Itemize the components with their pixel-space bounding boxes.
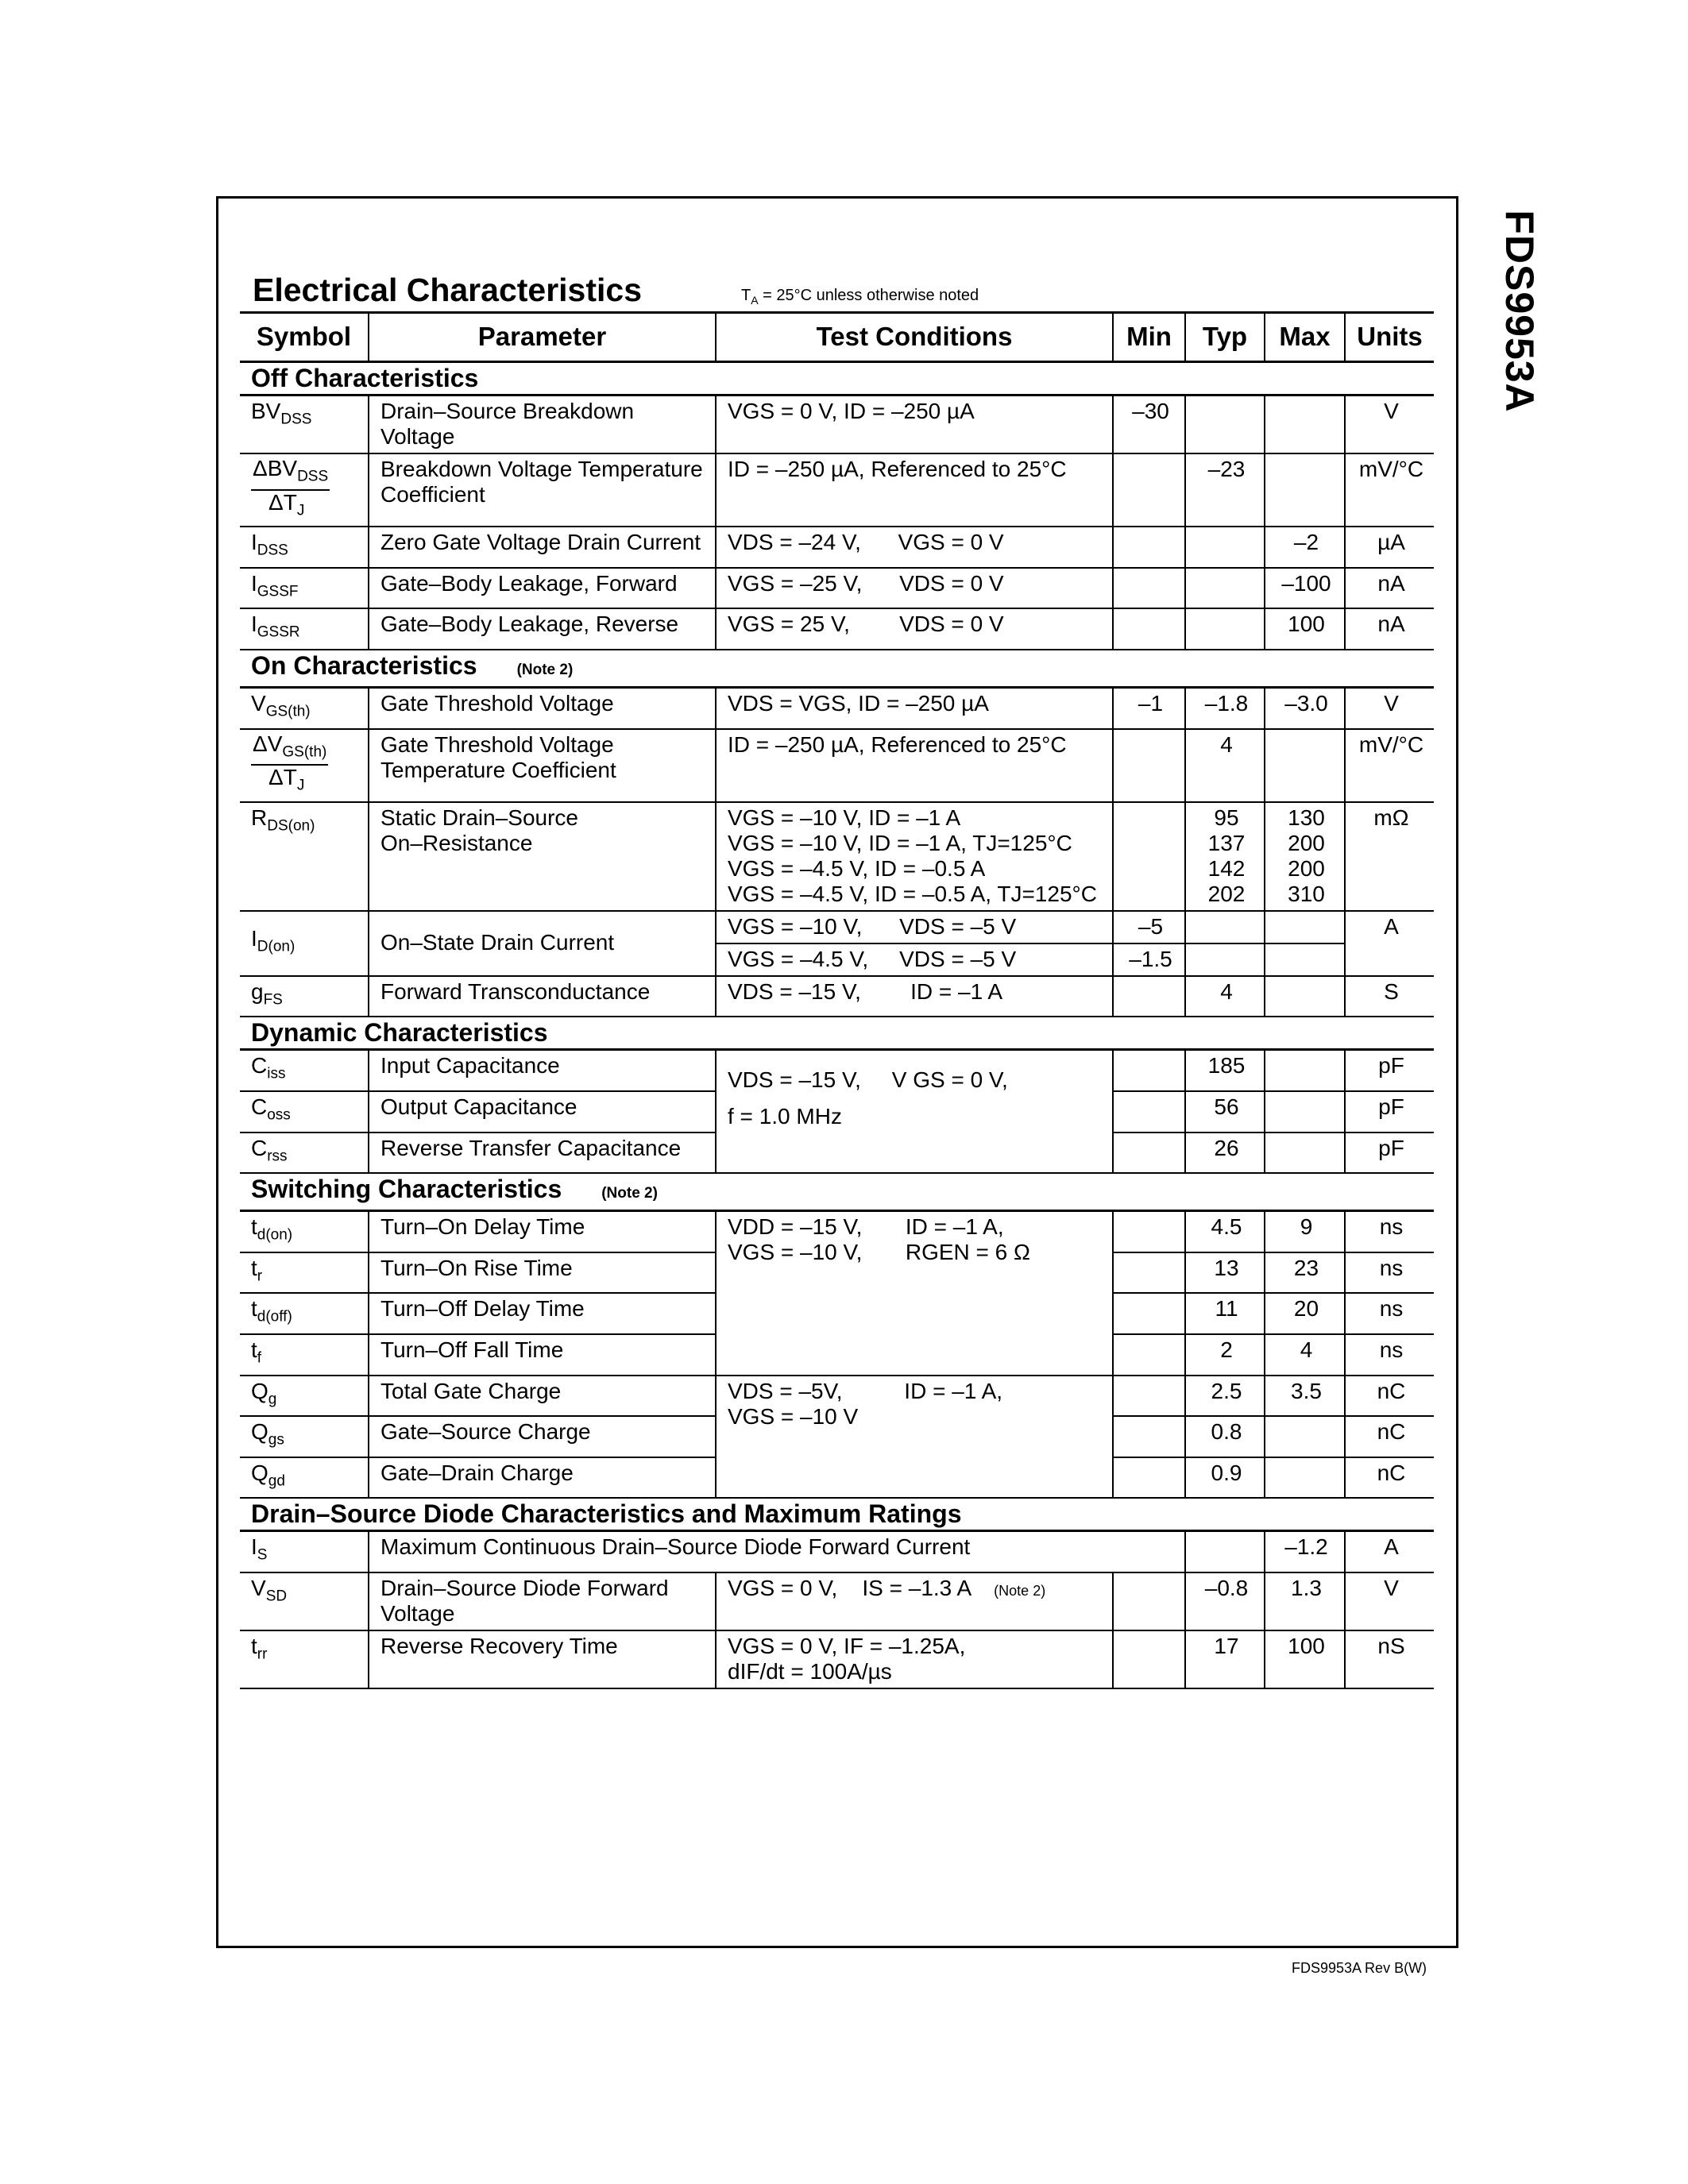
- unit-cell: nC: [1345, 1416, 1434, 1457]
- table-row: [240, 976, 1434, 1017]
- table-row: [240, 1376, 1434, 1417]
- min-cell: –30: [1113, 396, 1185, 454]
- typ-cell: 95 137 142 202: [1185, 802, 1265, 911]
- typ-cell: 0.9: [1185, 1457, 1265, 1499]
- header-test-conditions: Test Conditions: [716, 313, 1113, 362]
- section-heading: Dynamic Characteristics: [240, 1017, 1434, 1050]
- max-cell: [1265, 396, 1345, 454]
- symbol-cell: $BV_{DSS}$: [240, 396, 369, 454]
- parameter-cell: Gate–Body Leakage, Forward: [369, 568, 716, 609]
- parameter-cell: Input Capacitance: [369, 1050, 716, 1091]
- max-cell: 3.5: [1265, 1376, 1345, 1417]
- max-cell: [1265, 1050, 1345, 1091]
- typ-cell: 2.5: [1185, 1376, 1265, 1417]
- typ-cell: [1185, 943, 1265, 976]
- parameter-cell: Drain–Source Diode Forward Voltage: [369, 1572, 716, 1630]
- typ-cell: 11: [1185, 1293, 1265, 1334]
- min-cell: [1113, 1293, 1185, 1334]
- min-cell: [1113, 1050, 1185, 1091]
- min-cell: [1113, 1133, 1185, 1174]
- min-cell: [1113, 1572, 1185, 1630]
- section-off: [240, 362, 1434, 396]
- max-cell: 100: [1265, 608, 1345, 650]
- symbol-cell: $t_{rr}$: [240, 1630, 369, 1688]
- condition-cell: VDS = VGS, ID = –250 µA: [716, 687, 1113, 728]
- header-symbol: Symbol: [240, 313, 369, 362]
- min-cell: [1113, 1457, 1185, 1499]
- unit-cell: mV/°C: [1345, 729, 1434, 802]
- unit-cell: V: [1345, 396, 1434, 454]
- electrical-characteristics-table: [240, 311, 1434, 1689]
- ambient-condition: $T_A = 25^\circ C$ unless otherwise noted: [741, 287, 979, 307]
- symbol-cell: $I_{GSSR}$: [240, 608, 369, 650]
- min-cell: [1113, 1211, 1185, 1252]
- condition-cell: VGS = –10 V, VDS = –5 V: [716, 911, 1113, 943]
- parameter-cell: Turn–On Delay Time: [369, 1211, 716, 1252]
- parameter-cell: Turn–On Rise Time: [369, 1252, 716, 1294]
- header-parameter: Parameter: [369, 313, 716, 362]
- min-cell: [1113, 568, 1185, 609]
- min-cell: [1113, 1252, 1185, 1294]
- symbol-cell: $I_S$: [240, 1531, 369, 1572]
- max-cell: 20: [1265, 1293, 1345, 1334]
- typ-cell: [1185, 396, 1265, 454]
- min-cell: [1113, 802, 1185, 911]
- parameter-cell: Reverse Recovery Time: [369, 1630, 716, 1688]
- unit-cell: pF: [1345, 1091, 1434, 1133]
- section-heading: Off Characteristics: [240, 362, 1434, 396]
- typ-cell: 4: [1185, 729, 1265, 802]
- min-cell: [1113, 527, 1185, 568]
- parameter-cell: Gate–Source Charge: [369, 1416, 716, 1457]
- typ-cell: –1.8: [1185, 687, 1265, 728]
- min-cell: –1: [1113, 687, 1185, 728]
- parameter-cell: Gate–Drain Charge: [369, 1457, 716, 1499]
- symbol-cell: $Q_g$: [240, 1376, 369, 1417]
- unit-cell: pF: [1345, 1133, 1434, 1174]
- table-row: [240, 1050, 1434, 1091]
- max-cell: –2: [1265, 527, 1345, 568]
- header-min: Min: [1113, 313, 1185, 362]
- symbol-cell: $I_{DSS}$: [240, 527, 369, 568]
- typ-cell: [1185, 1531, 1265, 1572]
- table-row: [240, 568, 1434, 609]
- symbol-cell: $t_{d(on)}$: [240, 1211, 369, 1252]
- parameter-cell: Breakdown Voltage Temperature Coefficient: [369, 453, 716, 527]
- max-cell: 100: [1265, 1630, 1345, 1688]
- min-cell: –5: [1113, 911, 1185, 943]
- table-row: [240, 453, 1434, 527]
- max-cell: –100: [1265, 568, 1345, 609]
- typ-cell: 4.5: [1185, 1211, 1265, 1252]
- section-heading: Switching Characteristics (Note 2): [240, 1173, 1434, 1211]
- condition-cell: VGS = 0 V, IF = –1.25A, dIF/dt = 100A/µs: [716, 1630, 1113, 1688]
- table-row: [240, 1531, 1434, 1572]
- max-cell: [1265, 911, 1345, 943]
- symbol-cell: $V_{SD}$: [240, 1572, 369, 1630]
- symbol-cell: $\Delta BV_{DSS}$ $\Delta T_J$: [240, 453, 369, 527]
- unit-cell: V: [1345, 1572, 1434, 1630]
- unit-cell: ns: [1345, 1252, 1434, 1294]
- min-cell: [1113, 608, 1185, 650]
- typ-cell: 56: [1185, 1091, 1265, 1133]
- condition-cell: VGS = –10 V, ID = –1 A VGS = –10 V, ID = –1 A, TJ=125°C VGS = –4.5 V, ID = –0.5 A VGS = –4.5 V, ID = –0.5 A, TJ=125°C: [716, 802, 1113, 911]
- section-on: [240, 650, 1434, 688]
- section-dynamic: [240, 1017, 1434, 1050]
- max-cell: 1.3: [1265, 1572, 1345, 1630]
- unit-cell: ns: [1345, 1334, 1434, 1376]
- parameter-cell: Reverse Transfer Capacitance: [369, 1133, 716, 1174]
- typ-cell: [1185, 527, 1265, 568]
- condition-cell: VGS = 0 V, IS = –1.3 A (Note 2): [716, 1572, 1113, 1630]
- typ-cell: [1185, 911, 1265, 943]
- min-cell: [1113, 1334, 1185, 1376]
- symbol-cell: $Q_{gs}$: [240, 1416, 369, 1457]
- max-cell: [1265, 729, 1345, 802]
- unit-cell: pF: [1345, 1050, 1434, 1091]
- max-cell: [1265, 1091, 1345, 1133]
- min-cell: [1113, 729, 1185, 802]
- table-row: [240, 1211, 1434, 1252]
- typ-cell: –23: [1185, 453, 1265, 527]
- typ-cell: 0.8: [1185, 1416, 1265, 1457]
- parameter-cell: Gate Threshold Voltage: [369, 687, 716, 728]
- condition-cell: ID = –250 µA, Referenced to 25°C: [716, 729, 1113, 802]
- min-cell: [1113, 1376, 1185, 1417]
- unit-cell: mΩ: [1345, 802, 1434, 911]
- parameter-cell: Turn–Off Delay Time: [369, 1293, 716, 1334]
- symbol-cell: $t_f$: [240, 1334, 369, 1376]
- condition-cell: VDD = –15 V, ID = –1 A, VGS = –10 V, RGEN = 6 Ω: [716, 1211, 1113, 1376]
- unit-cell: nS: [1345, 1630, 1434, 1688]
- condition-cell: ID = –250 µA, Referenced to 25°C: [716, 453, 1113, 527]
- table-row: [240, 911, 1434, 943]
- parameter-cell: Zero Gate Voltage Drain Current: [369, 527, 716, 568]
- parameter-cell: Gate Threshold Voltage Temperature Coefficient: [369, 729, 716, 802]
- table-row: [240, 1630, 1434, 1688]
- footer-revision: FDS9953A Rev B(W): [1292, 1960, 1427, 1976]
- parameter-cell: Drain–Source Breakdown Voltage: [369, 396, 716, 454]
- symbol-cell: $V_{GS(th)}$: [240, 687, 369, 728]
- max-cell: 9: [1265, 1211, 1345, 1252]
- max-cell: [1265, 976, 1345, 1017]
- condition-cell: VDS = –15 V, V GS = 0 V, f = 1.0 MHz: [716, 1050, 1113, 1173]
- min-cell: [1113, 453, 1185, 527]
- condition-cell: VDS = –5V, ID = –1 A, VGS = –10 V: [716, 1376, 1113, 1499]
- page-title: Electrical Characteristics: [253, 272, 642, 308]
- unit-cell: A: [1345, 911, 1434, 976]
- max-cell: 23: [1265, 1252, 1345, 1294]
- max-cell: 4: [1265, 1334, 1345, 1376]
- symbol-cell: $Q_{gd}$: [240, 1457, 369, 1499]
- symbol-cell: $I_{GSSF}$: [240, 568, 369, 609]
- header-row: [240, 313, 1434, 362]
- typ-cell: 17: [1185, 1630, 1265, 1688]
- header-units: Units: [1345, 313, 1434, 362]
- header-max: Max: [1265, 313, 1345, 362]
- unit-cell: ns: [1345, 1293, 1434, 1334]
- max-cell: [1265, 1133, 1345, 1174]
- typ-cell: –0.8: [1185, 1572, 1265, 1630]
- max-cell: [1265, 1416, 1345, 1457]
- typ-cell: 26: [1185, 1133, 1265, 1174]
- unit-cell: ns: [1345, 1211, 1434, 1252]
- section-switching: [240, 1173, 1434, 1211]
- parameter-cell: Output Capacitance: [369, 1091, 716, 1133]
- parameter-cell: On–State Drain Current: [369, 911, 716, 976]
- table-row: [240, 687, 1434, 728]
- unit-cell: S: [1345, 976, 1434, 1017]
- section-diode: [240, 1498, 1434, 1531]
- unit-cell: V: [1345, 687, 1434, 728]
- max-cell: [1265, 453, 1345, 527]
- typ-cell: 185: [1185, 1050, 1265, 1091]
- condition-cell: VGS = –4.5 V, VDS = –5 V: [716, 943, 1113, 976]
- min-cell: [1113, 976, 1185, 1017]
- header-typ: Typ: [1185, 313, 1265, 362]
- condition-cell: VGS = –25 V, VDS = 0 V: [716, 568, 1113, 609]
- typ-cell: 2: [1185, 1334, 1265, 1376]
- symbol-cell: $C_{oss}$: [240, 1091, 369, 1133]
- unit-cell: µA: [1345, 527, 1434, 568]
- table-row: [240, 608, 1434, 650]
- symbol-cell: $t_r$: [240, 1252, 369, 1294]
- symbol-cell: $R_{DS(on)}$: [240, 802, 369, 911]
- typ-cell: 4: [1185, 976, 1265, 1017]
- table-row: [240, 802, 1434, 911]
- min-cell: [1113, 1091, 1185, 1133]
- symbol-cell: $g_{FS}$: [240, 976, 369, 1017]
- parameter-cell: Forward Transconductance: [369, 976, 716, 1017]
- table-row: [240, 396, 1434, 454]
- unit-cell: nC: [1345, 1376, 1434, 1417]
- condition-cell: VDS = –15 V, ID = –1 A: [716, 976, 1113, 1017]
- unit-cell: nA: [1345, 608, 1434, 650]
- side-part-number: FDS9953A: [1497, 210, 1542, 413]
- min-cell: [1113, 1630, 1185, 1688]
- unit-cell: mV/°C: [1345, 453, 1434, 527]
- typ-cell: [1185, 608, 1265, 650]
- symbol-cell: $t_{d(off)}$: [240, 1293, 369, 1334]
- table-row: [240, 527, 1434, 568]
- condition-cell: VGS = 0 V, ID = –250 µA: [716, 396, 1113, 454]
- parameter-cell: Total Gate Charge: [369, 1376, 716, 1417]
- parameter-cell: Maximum Continuous Drain–Source Diode Forward Current: [369, 1531, 1185, 1572]
- parameter-cell: Gate–Body Leakage, Reverse: [369, 608, 716, 650]
- typ-cell: 13: [1185, 1252, 1265, 1294]
- unit-cell: nA: [1345, 568, 1434, 609]
- table-row: [240, 1572, 1434, 1630]
- min-cell: [1113, 1416, 1185, 1457]
- symbol-cell: $\Delta V_{GS(th)}$ $\Delta T_J$: [240, 729, 369, 802]
- max-cell: [1265, 943, 1345, 976]
- section-heading: On Characteristics (Note 2): [240, 650, 1434, 688]
- parameter-cell: Turn–Off Fall Time: [369, 1334, 716, 1376]
- max-cell: 130 200 200 310: [1265, 802, 1345, 911]
- symbol-cell: $I_{D(on)}$: [240, 911, 369, 976]
- section-heading: Drain–Source Diode Characteristics and Maximum Ratings: [240, 1498, 1434, 1531]
- max-cell: –1.2: [1265, 1531, 1345, 1572]
- symbol-cell: $C_{rss}$: [240, 1133, 369, 1174]
- max-cell: [1265, 1457, 1345, 1499]
- condition-cell: VDS = –24 V, VGS = 0 V: [716, 527, 1113, 568]
- condition-cell: VGS = 25 V, VDS = 0 V: [716, 608, 1113, 650]
- max-cell: –3.0: [1265, 687, 1345, 728]
- symbol-cell: $C_{iss}$: [240, 1050, 369, 1091]
- typ-cell: [1185, 568, 1265, 609]
- min-cell: –1.5: [1113, 943, 1185, 976]
- unit-cell: A: [1345, 1531, 1434, 1572]
- table-row: [240, 729, 1434, 802]
- parameter-cell: Static Drain–Source On–Resistance: [369, 802, 716, 911]
- unit-cell: nC: [1345, 1457, 1434, 1499]
